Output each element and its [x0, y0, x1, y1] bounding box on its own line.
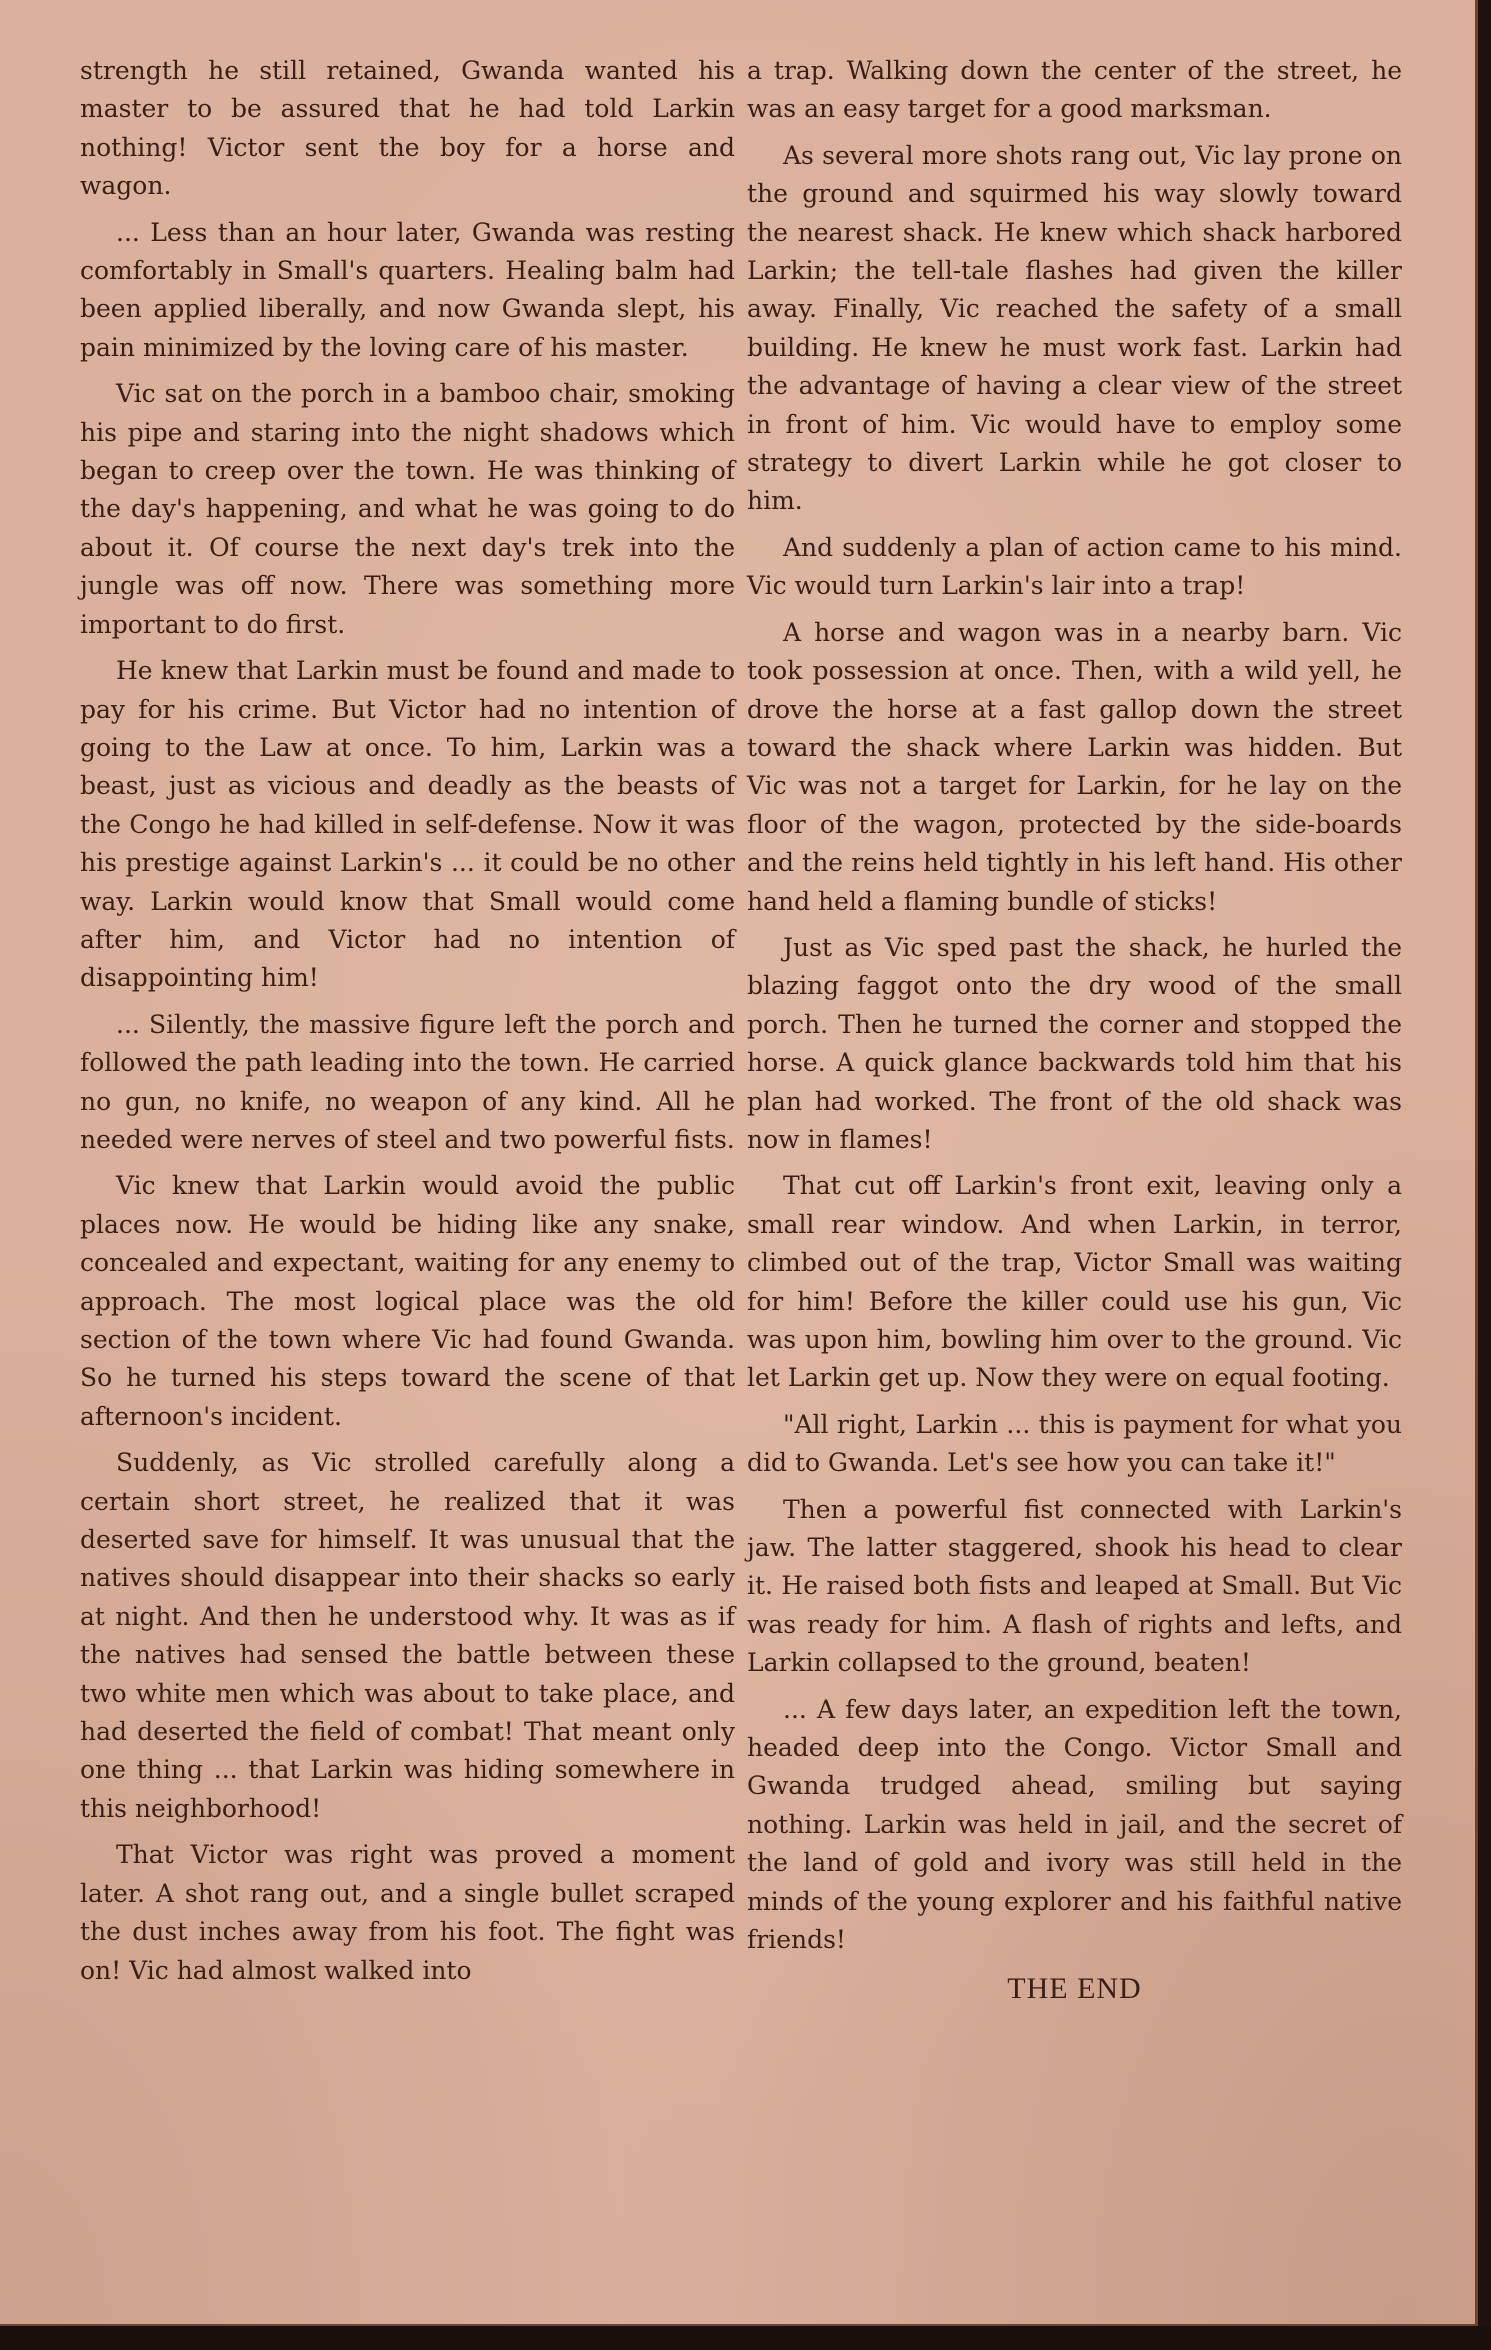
paragraph: strength he still retained, Gwanda wanted his master to be assured that he had told Larkin nothing! Victor sent the boy for a horse and wagon.: [80, 56, 735, 201]
paragraph: That Victor was right was proved a moment later. A shot rang out, and a single bullet scraped the dust inches away from his foot. The fight was on! Vic had almost walked into: [80, 1840, 735, 1985]
paragraph: Suddenly, as Vic strolled carefully along a certain short street, he realized that it was deserted save for himself. It was unusual that the natives should disappear into their shacks so early at night. And then he understood why. It was as if the natives had sensed the battle between these two white men which was about to take place, and had deserted the field of combat! That meant only one thing ... that Larkin was hiding somewhere in this neighborhood!: [80, 1448, 735, 1823]
paragraph: He knew that Larkin must be found and made to pay for his crime. But Victor had no intention of going to the Law at once. To him, Larkin was a beast, just as vicious and deadly as the beasts of the Congo he had killed in self-defense. Now it was his prestige against Larkin's ... it could be no other way. Larkin would know that Small would come after him, and Victor had no intention of disappointing him!: [80, 656, 735, 993]
paragraph: Vic knew that Larkin would avoid the public places now. He would be hiding like any snake, concealed and expectant, waiting for any enemy to approach. The most logical place was the old section of the town where Vic had found Gwanda. So he turned his steps toward the scene of that afternoon's incident.: [80, 1171, 735, 1431]
paragraph: As several more shots rang out, Vic lay prone on the ground and squirmed his way slowly toward the nearest shack. He knew which shack harbored Larkin; the tell-tale flashes had given the killer away. Finally, Vic reached the safety of a small building. He knew he must work fast. Larkin had the advantage of having a clear view of the street in front of him. Vic would have to employ some strategy to divert Larkin while he got closer to him.: [747, 140, 1402, 516]
page-edge-shadow: [0, 2326, 1491, 2350]
text-column-left: [80, 52, 735, 1998]
paragraph: "All right, Larkin ... this is payment for what you did to Gwanda. Let's see how you can take it!": [747, 1409, 1402, 1478]
paragraph: Vic sat on the porch in a bamboo chair, smoking his pipe and staring into the night shadows which began to creep over the town. He was thinking of the day's happening, and what he was going to do about it. Of course the next day's trek into the jungle was off now. There was something more important to do first.: [80, 379, 735, 639]
paragraph: Then a powerful fist connected with Larkin's jaw. The latter staggered, shook his head to clear it. He raised both fists and leaped at Small. But Vic was ready for him. A flash of rights and lefts, and Larkin collapsed to the ground, beaten!: [747, 1494, 1402, 1678]
paragraph: A horse and wagon was in a nearby barn. Vic took possession at once. Then, with a wild yell, he drove the horse at a fast gallop down the street toward the shack where Larkin was hidden. But Vic was not a target for Larkin, for he lay on the floor of the wagon, protected by the side-boards and the reins held tightly in his left hand. His other hand held a flaming bundle of sticks!: [747, 617, 1402, 916]
paragraph: a trap. Walking down the center of the street, he was an easy target for a good marksman.: [747, 56, 1402, 124]
paragraph: ... Less than an hour later, Gwanda was resting comfortably in Small's quarters. Healing balm had been applied liberally, and now Gwanda slept, his pain minimized by the loving care of his master.: [80, 217, 735, 362]
paragraph: ... Silently, the massive figure left the porch and followed the path leading into the town. He carried no gun, no knife, no weapon of any kind. All he needed were nerves of steel and two powerful fists.: [80, 1009, 735, 1154]
paragraph: Just as Vic sped past the shack, he hurled the blazing faggot onto the dry wood of the small porch. Then he turned the corner and stopped the horse. A quick glance backwards told him that his plan had worked. The front of the old shack was now in flames!: [747, 932, 1402, 1154]
end-label: THE END: [1007, 1971, 1142, 2005]
text-column-right: [747, 52, 1402, 2008]
paragraph: That cut off Larkin's front exit, leaving only a small rear window. And when Larkin, in terror, climbed out of the trap, Victor Small was waiting for him! Before the killer could use his gun, Vic was upon him, bowling him over to the ground. Vic let Larkin get up. Now they were on equal footing.: [747, 1171, 1402, 1393]
paragraph: And suddenly a plan of action came to his mind. Vic would turn Larkin's lair into a trap!: [747, 532, 1402, 601]
paragraph: ... A few days later, an expedition left the town, headed deep into the Congo. Victor Small and Gwanda trudged ahead, smiling but saying nothing. Larkin was held in jail, and the secret of the land of gold and ivory was still held in the minds of the young explorer and his faithful native friends!: [747, 1694, 1402, 1955]
